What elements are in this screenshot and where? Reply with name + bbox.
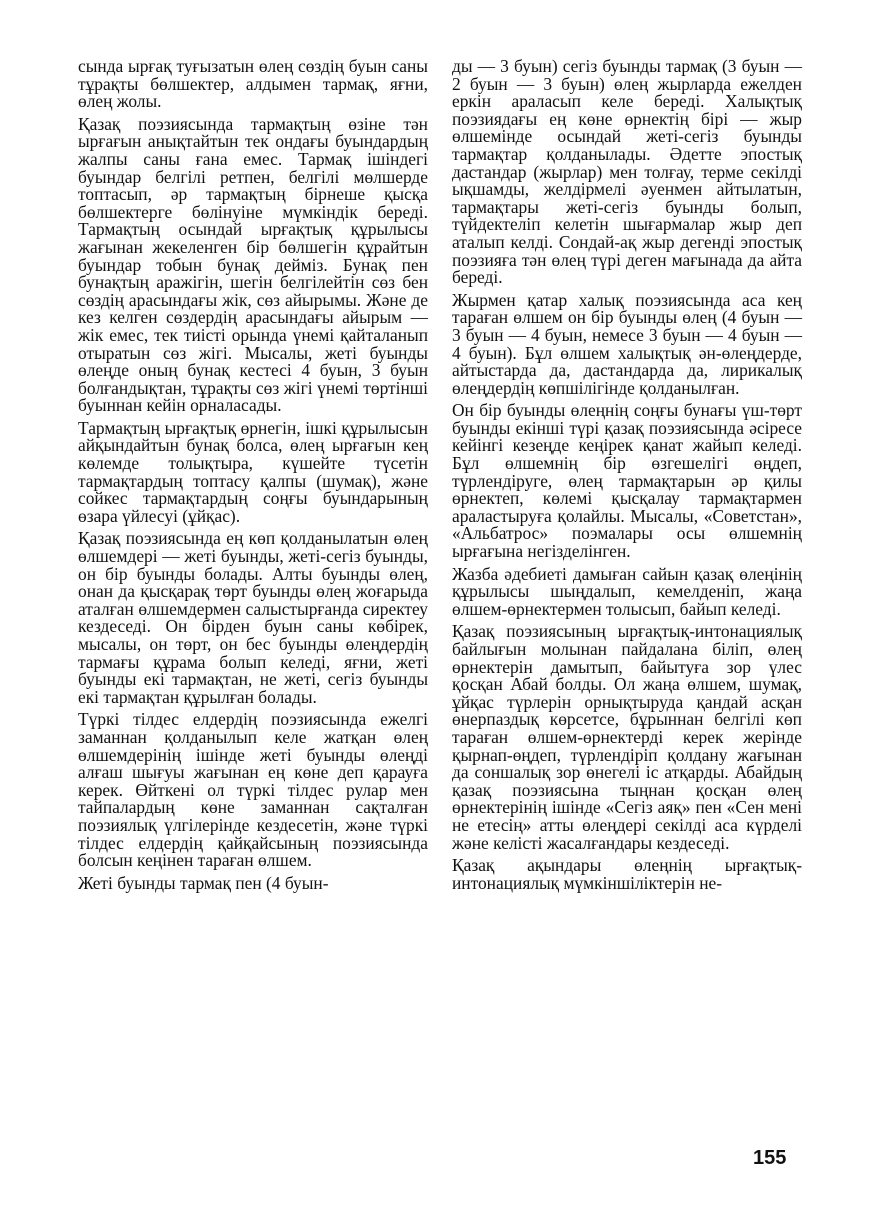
page-number: 155 [753,1147,787,1169]
right-column [452,58,802,897]
paragraph: Қазақ поэзиясында тармақтың өзіне тән ырғағын анықтайтын тек ондағы буындардың жалпы саны ғана емес. Тармақ ішіндегі буындар белгілі ретпен, белгілі мөлшерде топтасып, әр тармақтың бірнеше қысқа бөлшектерге бөлінуіне мүмкіндік береді. Тармақтың осындай ырғақтық құрылысы жағынан жекеленген бір бөлшегін құрайтын буындар тобын бунақ дейміз. Бунақ пен бунақтың аражігін, шегін белгілейтін сөз бен сөздің арасындағы жік, сөз айырымы. Және де кез келген сөздердің арасындағы айырым — жік емес, тек тиісті орында үнемі қайталанып отыратын сөз жігі. Мысалы, жеті буынды өлеңде оның бунақ кестесі 4 буын, 3 буын болғандықтан, тұрақты сөз жігі үнемі төртінші буыннан кейін орналасады. [78,113,428,416]
paragraph: сында ырғақ туғызатын өлең сөздің буын саны тұрақты бөлшектер, алдымен тармақ, яғни, өлең жолы. [78,56,428,112]
paragraph: Қазақ поэзиясының ырғақтық-интонациялық байлығын молынан пайдалана біліп, өлең өрнектерін дамытып, байытуға зор үлес қосқан Абай болды. Ол жаңа өлшем, шумақ, ұйқас түрлерін орнықтырудa қандай асқан өнерпаздық көрсетсе, бұрыннан белгілі көп тараған өлшем-өрнектерді керек жерінде қырнап-өңдеп, түрлендіріп қолдану жағынан да соншалық зор өнегелі іс атқарды. Абайдың қазақ поэзиясына тыңнан қосқан өлең өрнектерінің ішінде «Сегіз аяқ» пен «Сен мені не етесің» атты өлеңдері секілді аса күрделі және келісті жасалғандары кездеседі. [452,621,802,853]
paragraph: Он бір буынды өлеңнің соңғы бунағы үш-төрт буынды екінші түрі қазақ поэзиясында әсіресе кейінгі кезеңде кеңірек қанат жайып келеді. Бұл өлшемнің бір өзгешелігі өңдеп, түрлендіруге, өлең тармақтарын әр қилы өрнектеп, көлемі қысқалау тармақтармен араластыруға қолайлы. Мысалы, «Советстан», «Альбатрос» поэмалары осы өлшемнің ырғағына негізделінген. [452,400,802,562]
paragraph: Түркі тілдес елдердің поэзиясында ежелгі заманнан қолданылып келе жатқан өлең өлшемдерінің ішінде жеті буынды өлеңді алғаш шығуы жағынан ең көне деп қарауға керек. Өйткені ол түркі тілдес рулар мен тайпалардың көне заманнан сақталған поэзиялық үлгілерінде кездесетін, және түркі тілдес елдердің қайқайсының поэзиясында болсын кеңінен тараған өлшем. [78,709,428,871]
paragraph: Жырмен қатар халық поэзиясында аса кең тараған өлшем он бір буынды өлең (4 буын — 3 буын — 4 буын, немесе 3 буын — 4 буын — 4 буын). Бұл өлшем халықтық ән-өлеңдерде, айтыстарда да, дастандарда да, лирикалық өлеңдердің көпшілігінде қолданылған. [452,289,802,398]
paragraph: Жазба әдебиеті дамыған сайын қазақ өлеңінің құрылысы шыңдалып, кемелденіп, жаңа өлшем-өрнектермен толысып, байып келеді. [452,563,802,619]
paragraph: Қазақ ақындары өлеңнің ырғақтық-интонациялық мүмкіншіліктерін не- [452,855,802,893]
left-column [78,58,428,897]
paragraph: Жеті буынды тармақ пен (4 буын- [78,872,329,893]
paragraph: Тармақтың ырғақтық өрнегін, ішкі құрылысын айқындайтын бунақ болса, өлең ырғағын кең көлемде толықтыра, күшейте түсетін тармақтардың топтасу қалпы (шумақ), және сойкес тармақтардың соңғы буындарының өзара үйлесуі (ұйқас). [78,417,428,526]
paragraph: ды — 3 буын) сегіз буынды тармақ (3 буын — 2 буын — 3 буын) өлең жырларда ежелден еркін араласып келе береді. Халықтық поэзиядағы ең көне өрнектің бірі — жыр өлшемінде осындай жеті-сегіз буынды тармақтар қолданылады. Әдетте эпостық дастандар (жырлар) мен толғау, терме секілді ықшамды, желдірмелі әуенмен айтылатын, тармақтары жеті-сегіз буынды болып, түйдектеліп келетін шығармалар жыр деп аталып келді. Сондай-ақ жыр дегенді эпостық поэзияға тән өлең түрі деген мағынада да айта береді. [452,56,802,288]
paragraph: Қазақ поэзиясында ең көп қолданылатын өлең өлшемдері — жеті буынды, жеті-сегіз буынды, он бір буынды болады. Алты буынды өлең, онан да қысқарақ төрт буынды өлең жоғарыда аталған өлшемдермен салыстырғанда сиректеу кездеседі. Он бірден буын саны көбірек, мысалы, он төрт, он бес буынды өлеңдердің тармағы құрама болып келеді, яғни, жеті буынды екі тармақтан, не жеті, сегіз буынды екі тармақтан құрылған болады. [78,528,428,707]
